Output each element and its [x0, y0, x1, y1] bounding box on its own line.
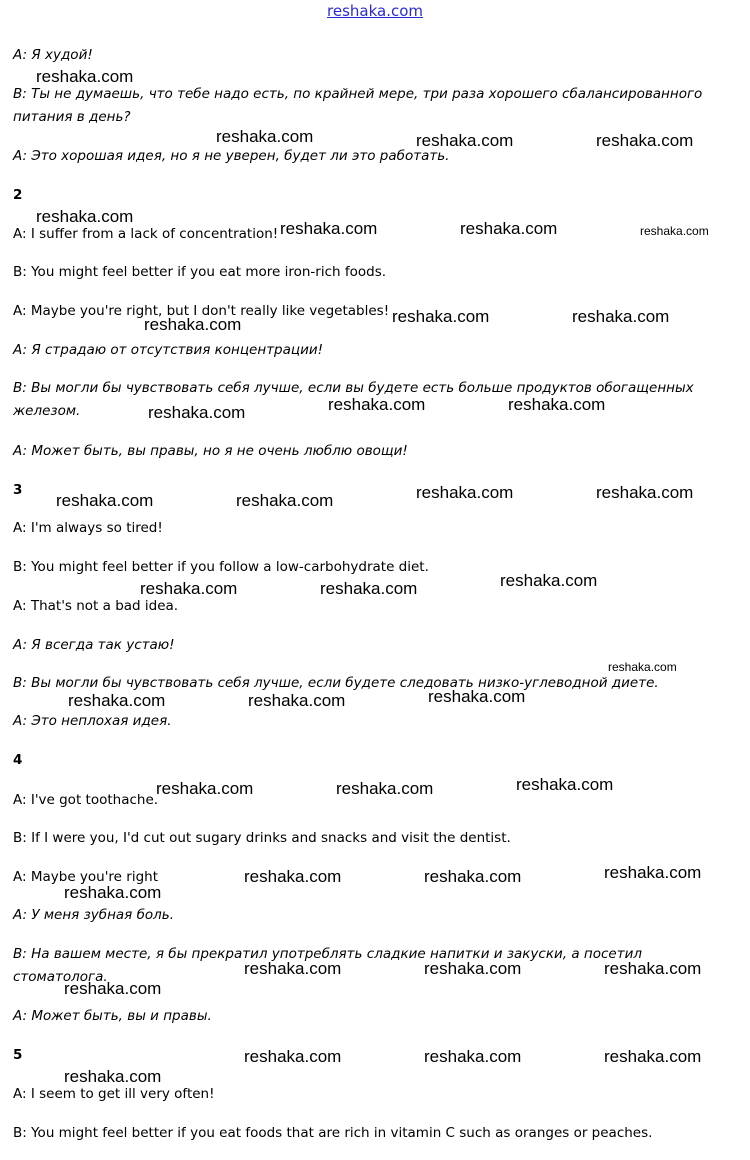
watermark: reshaka.com	[604, 1047, 702, 1066]
dialogue-line: A: I've got toothache.	[13, 792, 159, 808]
watermark: reshaka.com	[460, 219, 558, 238]
watermark: reshaka.com	[328, 395, 426, 414]
dialogue-line: A: Может быть, вы правы, но я не очень люблю овощи!	[13, 443, 408, 459]
watermark: reshaka.com	[392, 307, 490, 326]
dialogue-line: A: Maybe you're right	[13, 869, 158, 885]
watermark: reshaka.com	[236, 491, 334, 510]
watermark: reshaka.com	[144, 315, 242, 334]
exercise-number: 4	[13, 752, 23, 768]
dialogue-line: B: Вы могли бы чувствовать себя лучше, если вы будете есть больше продуктов обогащенных железом.	[13, 380, 694, 419]
dialogue-line: A: I suffer from a lack of concentration!	[13, 226, 279, 242]
dialogue-line: A: Может быть, вы и правы.	[13, 1008, 212, 1024]
watermark: reshaka.com	[320, 579, 418, 598]
watermark: reshaka.com	[416, 131, 514, 150]
dialogue-line: B: If I were you, I'd cut out sugary drinks and snacks and visit the dentist.	[13, 830, 511, 846]
watermark: reshaka.com	[604, 863, 702, 882]
dialogue-line: B: You might feel better if you eat foods that are rich in vitamin C such as oranges or peaches.	[13, 1125, 653, 1141]
dialogue-line: B: You might feel better if you follow a low-carbohydrate diet.	[13, 559, 429, 575]
exercise-number: 2	[13, 187, 23, 203]
watermark: reshaka.com	[416, 483, 514, 502]
watermark: reshaka.com	[148, 403, 246, 422]
watermark: reshaka.com	[280, 219, 378, 238]
exercise-number: 5	[13, 1047, 23, 1063]
watermark: reshaka.com	[336, 779, 434, 798]
watermark: reshaka.com	[244, 959, 342, 978]
watermark: reshaka.com	[244, 1047, 342, 1066]
watermark: reshaka.com	[156, 779, 254, 798]
watermark: reshaka.com	[608, 660, 677, 674]
dialogue-line: A: Maybe you're right, but I don't really like vegetables!	[13, 303, 390, 319]
watermark: reshaka.com	[508, 395, 606, 414]
watermark: reshaka.com	[36, 67, 134, 86]
watermark: reshaka.com	[64, 979, 162, 998]
watermark: reshaka.com	[428, 687, 526, 706]
watermark: reshaka.com	[64, 883, 162, 902]
watermark: reshaka.com	[500, 571, 598, 590]
dialogue-line: A: Я худой!	[13, 47, 93, 63]
watermark: reshaka.com	[248, 691, 346, 710]
watermark: reshaka.com	[36, 207, 134, 226]
dialogue-line: B: You might feel better if you eat more iron-rich foods.	[13, 264, 387, 280]
dialogue-line: A: I'm always so tired!	[13, 520, 163, 536]
dialogue-line: A: I seem to get ill very often!	[13, 1086, 215, 1102]
watermark: reshaka.com	[604, 959, 702, 978]
dialogue-line: A: Это неплохая идея.	[13, 713, 172, 729]
dialogue-line: B: На вашем месте, я бы прекратил употреблять сладкие напитки и закуски, а посетил стоматолога.	[13, 946, 642, 985]
dialogue-line: A: У меня зубная боль.	[13, 907, 175, 923]
watermark: reshaka.com	[68, 691, 166, 710]
watermark: reshaka.com	[424, 867, 522, 886]
dialogue-line: B: Ты не думаешь, что тебе надо есть, по крайней мере, три раза хорошего сбалансированного питания в день?	[13, 86, 703, 125]
watermark: reshaka.com	[140, 579, 238, 598]
dialogue-line: A: Я всегда так устаю!	[13, 637, 175, 653]
exercise-number: 3	[13, 482, 23, 498]
watermark: reshaka.com	[244, 867, 342, 886]
watermark: reshaka.com	[64, 1067, 162, 1086]
watermark: reshaka.com	[56, 491, 154, 510]
watermark: reshaka.com	[516, 775, 614, 794]
watermark: reshaka.com	[424, 1047, 522, 1066]
watermark: reshaka.com	[424, 959, 522, 978]
dialogue-line: A: Это хорошая идея, но я не уверен, будет ли это работать.	[13, 148, 450, 164]
watermark: reshaka.com	[572, 307, 670, 326]
site-header-link[interactable]: reshaka.com	[327, 2, 423, 20]
dialogue-line: A: Я страдаю от отсутствия концентрации!	[13, 342, 324, 358]
watermark: reshaka.com	[216, 127, 314, 146]
dialogue-line: B: Вы могли бы чувствовать себя лучше, если будете следовать низко-углеводной диете.	[13, 675, 659, 691]
dialogue-line: A: That's not a bad idea.	[13, 598, 179, 614]
watermark: reshaka.com	[640, 224, 709, 238]
watermark: reshaka.com	[596, 131, 694, 150]
watermark: reshaka.com	[596, 483, 694, 502]
